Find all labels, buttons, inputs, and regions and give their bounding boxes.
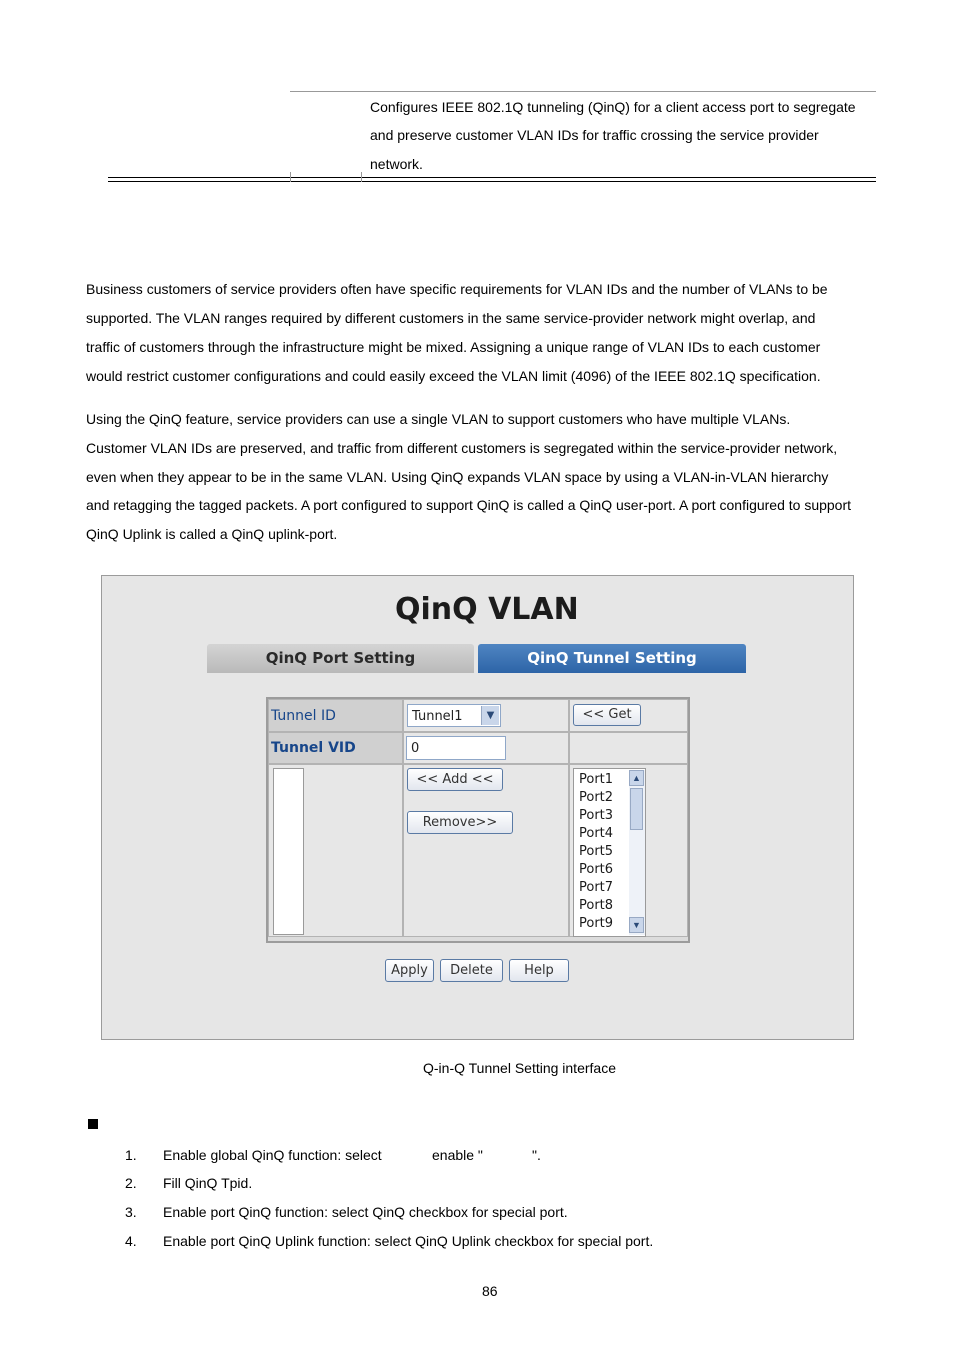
tunnel-id-select[interactable] — [407, 704, 501, 727]
port-option[interactable]: Port4 — [579, 826, 614, 841]
tunnel-id-label-cell — [268, 699, 403, 732]
step-text-end: ". — [532, 1147, 541, 1163]
port-option[interactable]: Port5 — [579, 844, 614, 859]
tunnel-vid-value-cell — [403, 732, 569, 764]
p2-line-3: even when they appear to be in the same VLAN. Using QinQ expands VLAN space by using a VLAN-in-VLAN hierarchy — [86, 469, 829, 485]
table-bottom-border-2 — [108, 181, 876, 182]
tab-qinq-port-setting[interactable]: QinQ Port Setting — [207, 644, 474, 673]
action-buttons-cell — [403, 764, 569, 937]
tunnel-id-label: Tunnel ID — [271, 708, 336, 724]
remove-button[interactable]: Remove>> — [407, 811, 513, 834]
table-col-divider-2 — [361, 172, 362, 182]
port-option[interactable]: Port3 — [579, 808, 614, 823]
port-list-cell — [569, 764, 688, 937]
tunnel-id-select-value: Tunnel1 — [412, 709, 463, 724]
step-text: Enable port QinQ Uplink function: select QinQ Uplink checkbox for special port. — [163, 1233, 654, 1249]
p1-line-3: traffic of customers through the infrastructure might be mixed. Assigning a unique range of VLAN IDs to each customer — [86, 339, 821, 355]
table-col-divider-1 — [290, 172, 291, 182]
tunnel-vid-label: Tunnel VID — [271, 740, 356, 756]
port-option[interactable]: Port9 — [579, 916, 614, 931]
help-button[interactable]: Help — [509, 959, 569, 982]
description-line-3: network. — [370, 156, 423, 172]
empty-cell — [569, 732, 688, 764]
port-option[interactable]: Port1 — [579, 772, 614, 787]
page-number: 86 — [482, 1283, 498, 1299]
port-option[interactable]: Port6 — [579, 862, 614, 877]
step-number: 2. — [125, 1175, 137, 1191]
p2-line-2: Customer VLAN IDs are preserved, and traffic from different customers is segregated within the service-provider network, — [86, 440, 838, 456]
member-list-cell — [268, 764, 403, 937]
step-text: Fill QinQ Tpid. — [163, 1175, 253, 1191]
description-line-2: and preserve customer VLAN IDs for traffic crossing the service provider — [370, 127, 819, 143]
add-button[interactable]: << Add << — [407, 768, 503, 791]
table-top-border — [290, 91, 876, 92]
tunnel-settings-table — [266, 697, 690, 943]
tunnel-id-value-cell — [403, 699, 569, 732]
step-number: 4. — [125, 1233, 137, 1249]
p2-line-1: Using the QinQ feature, service providers can use a single VLAN to support customers who have multiple VLANs. — [86, 411, 791, 427]
port-list-scrollbar[interactable] — [629, 770, 645, 935]
get-button-cell — [569, 699, 688, 732]
p1-line-1: Business customers of service providers often have specific requirements for VLAN IDs and the number of VLANs to be — [86, 281, 828, 297]
tab-qinq-tunnel-setting[interactable]: QinQ Tunnel Setting — [478, 644, 746, 673]
step-number: 1. — [125, 1147, 137, 1163]
get-button[interactable]: << Get — [573, 704, 641, 726]
figure-caption: Q-in-Q Tunnel Setting interface — [423, 1060, 616, 1076]
p1-line-4: would restrict customer configurations and could easily exceed the VLAN limit (4096) of the IEEE 802.1Q specification. — [86, 368, 821, 384]
chevron-down-icon[interactable]: ▼ — [481, 706, 499, 725]
port-option[interactable]: Port7 — [579, 880, 614, 895]
p2-line-5: QinQ Uplink is called a QinQ uplink-port. — [86, 526, 338, 542]
bullet-square-icon — [88, 1119, 98, 1129]
page-title: QinQ VLAN — [395, 592, 579, 627]
table-bottom-border-1 — [108, 177, 876, 178]
port-option[interactable]: Port8 — [579, 898, 614, 913]
step-number: 3. — [125, 1204, 137, 1220]
scroll-up-icon[interactable]: ▲ — [629, 770, 644, 786]
port-listbox[interactable] — [573, 768, 646, 937]
p1-line-2: supported. The VLAN ranges required by different customers in the same service-provider network might overlap, and — [86, 310, 816, 326]
p2-line-4: and retagging the tagged packets. A port configured to support QinQ is called a QinQ user-port. A port configured to support — [86, 497, 852, 513]
step-text: Enable port QinQ function: select QinQ checkbox for special port. — [163, 1204, 568, 1220]
scroll-down-icon[interactable]: ▼ — [629, 917, 644, 933]
scrollbar-thumb[interactable] — [630, 788, 643, 830]
tunnel-member-listbox[interactable] — [273, 768, 304, 935]
description-line-1: Configures IEEE 802.1Q tunneling (QinQ) for a client access port to segregate — [370, 99, 856, 115]
step-text: Enable global QinQ function: select — [163, 1147, 382, 1163]
qinq-screenshot-panel — [101, 575, 854, 1040]
step-text-tail: enable " — [432, 1147, 483, 1163]
tunnel-vid-label-cell — [268, 732, 403, 764]
delete-button[interactable]: Delete — [440, 959, 503, 982]
apply-button[interactable]: Apply — [385, 959, 434, 982]
port-option[interactable]: Port2 — [579, 790, 614, 805]
tunnel-vid-input[interactable]: 0 — [406, 736, 506, 760]
